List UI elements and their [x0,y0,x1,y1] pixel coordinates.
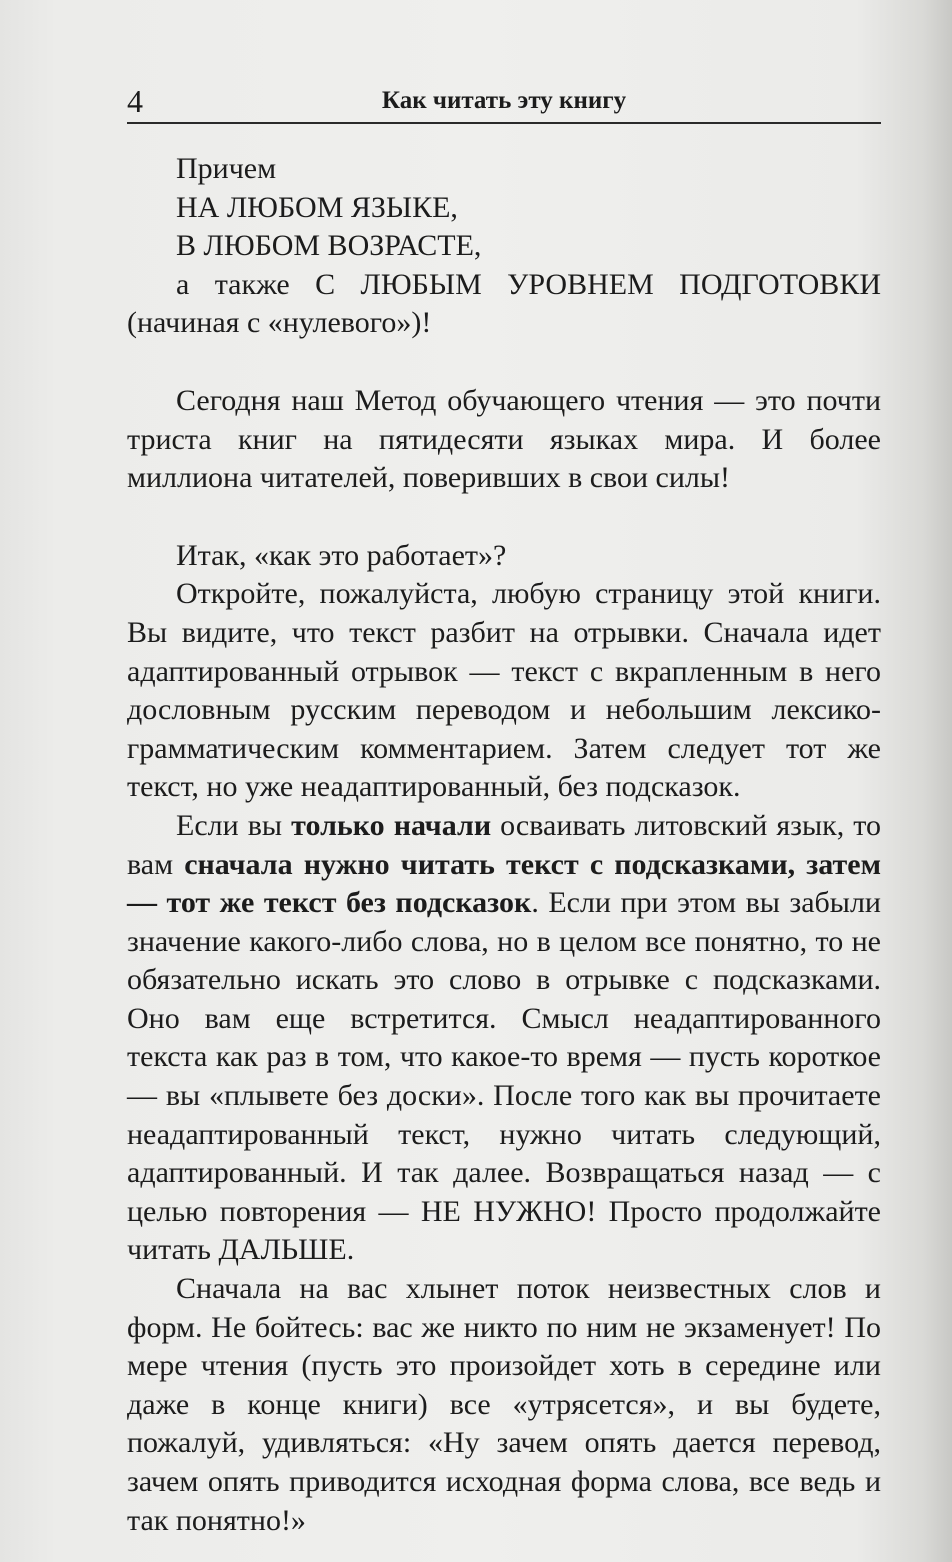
paragraph-method: Сегодня наш Метод обучающего чтения — это почти триста книг на пятидесяти языках мира. И более миллиона читателей, поверивших в свои силы! [127,383,881,495]
paragraph-how-it-works: Итак, «как это работает»? [176,538,507,572]
emphasis-only-started: только начали [291,808,492,842]
paragraph-intro-line-2: НА ЛЮБОМ ЯЗЫКЕ, [176,190,458,224]
text-run: осваивать литовский язык, то вам [127,808,881,881]
text-run: Если вы [176,808,292,842]
paragraph-intro-line-1: Причем [176,152,277,185]
paragraph-open-page: Откройте, пожалуйста, любую страницу этой книги. Вы видите, что текст разбит на отрывки. Сначала идет адаптированный отрывок — текст с вкрапленным в него дословным русским переводом и небольшим лексико-грамматическим комментарием. Затем следует тот же текст, но уже неадаптированный, без подсказок. [127,577,881,804]
running-title: Как читать эту книгу [381,87,627,114]
paragraph-reading-instructions [127,807,881,1270]
paragraph-unknown-words: Сначала на вас хлынет поток неизвестных слов и форм. Не бойтесь: вас же никто по ним не экзаменует! По мере чтения (пусть это произойдет хоть в середине или даже в конце книги) все «утрясется», и вы будете, пожалуй, удивляться: «Ну зачем опять дается перевод, зачем опять приводится исходная форма слова, все ведь и так понятно!» [127,1272,881,1537]
paragraph-intro-line-4: а также С ЛЮБЫМ УРОВНЕМ ПОДГОТОВКИ (начиная с «нулевого»)! [127,267,881,340]
text-run: . Если при этом вы забыли значение какого-либо слова, но в целом все понятно, то не обязательно искать это слово в отрывке с подсказками. Оно вам еще встретится. Смысл неадаптированного текста как раз в том, что какое-то время — пусть короткое — вы «плывете без доски». После того как вы прочитаете неадаптированный текст, нужно читать следующий, адаптированный. И так далее. Возвращаться назад — с целью повторения — НЕ НУЖНО! Просто продолжайте читать ДАЛЬШЕ. [127,886,881,1267]
emphasis-read-order: сначала нужно читать текст с подсказками, затем — тот же текст без подсказок [127,847,881,920]
body-text [127,150,881,1540]
page-number: 4 [127,83,143,119]
paragraph-intro-line-3: В ЛЮБОМ ВОЗРАСТЕ, [176,229,482,263]
page-header [127,80,881,124]
